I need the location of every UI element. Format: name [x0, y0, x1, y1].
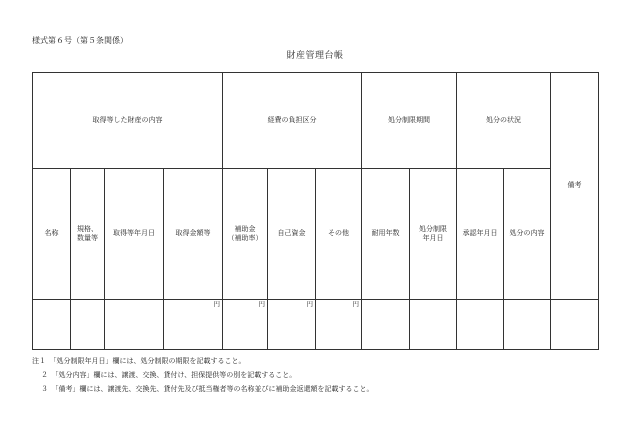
- property-ledger-table: [32, 72, 599, 350]
- header-own-funds: 自己資金: [268, 168, 316, 299]
- cell-acquisition-amount-unit[interactable]: 円: [164, 299, 223, 349]
- header-subsidy: 補助金 （補助率）: [223, 168, 268, 299]
- header-other: その他: [316, 168, 362, 299]
- column-header-row: [33, 168, 599, 299]
- cell-remarks[interactable]: [551, 299, 599, 349]
- header-acquisition-amount: 取得金額等: [164, 168, 223, 299]
- header-approval-date: 承認年月日: [457, 168, 504, 299]
- cell-disposal-content[interactable]: [504, 299, 551, 349]
- group-header-funding: 経費の負担区分: [223, 73, 362, 169]
- group-header-disposal: 処分の状況: [457, 73, 551, 169]
- note-2: ２ 「処分内容」欄には、譲渡、交換、貸付け、担保提供等の別を記載すること。: [41, 371, 297, 379]
- group-header-restriction: 処分制限期間: [362, 73, 457, 169]
- group-header-acquired: 取得等した財産の内容: [33, 73, 223, 169]
- header-disposal-content: 処分の内容: [504, 168, 551, 299]
- form-number: 様式第６号（第５条関係）: [32, 36, 128, 45]
- cell-name[interactable]: [33, 299, 71, 349]
- cell-acquisition-date[interactable]: [105, 299, 164, 349]
- document-title: 財産管理台帳: [286, 51, 344, 61]
- cell-restriction-date[interactable]: [410, 299, 457, 349]
- header-restriction-date: 処分制限 年月日: [410, 168, 457, 299]
- header-remarks: 備考: [551, 73, 599, 300]
- notes: [32, 354, 374, 396]
- header-name: 名称: [33, 168, 71, 299]
- cell-other-unit[interactable]: 円: [316, 299, 362, 349]
- cell-subsidy-unit[interactable]: 円: [223, 299, 268, 349]
- header-useful-life: 耐用年数: [362, 168, 410, 299]
- ledger-body-row: [33, 299, 599, 349]
- cell-spec[interactable]: [71, 299, 105, 349]
- cell-own-funds-unit[interactable]: 円: [268, 299, 316, 349]
- note-3: ３ 「備考」欄には、譲渡先、交換先、貸付先及び抵当権者等の名称並びに補助金返還額を記載すること。: [41, 385, 374, 393]
- cell-approval-date[interactable]: [457, 299, 504, 349]
- group-header-row: [33, 73, 599, 169]
- note-1: 注１ 「処分制限年月日」欄には、処分制限の期限を記載すること。: [32, 357, 246, 365]
- header-spec: 規格、 数量等: [71, 168, 105, 299]
- cell-useful-life[interactable]: [362, 299, 410, 349]
- header-acquisition-date: 取得等年月日: [105, 168, 164, 299]
